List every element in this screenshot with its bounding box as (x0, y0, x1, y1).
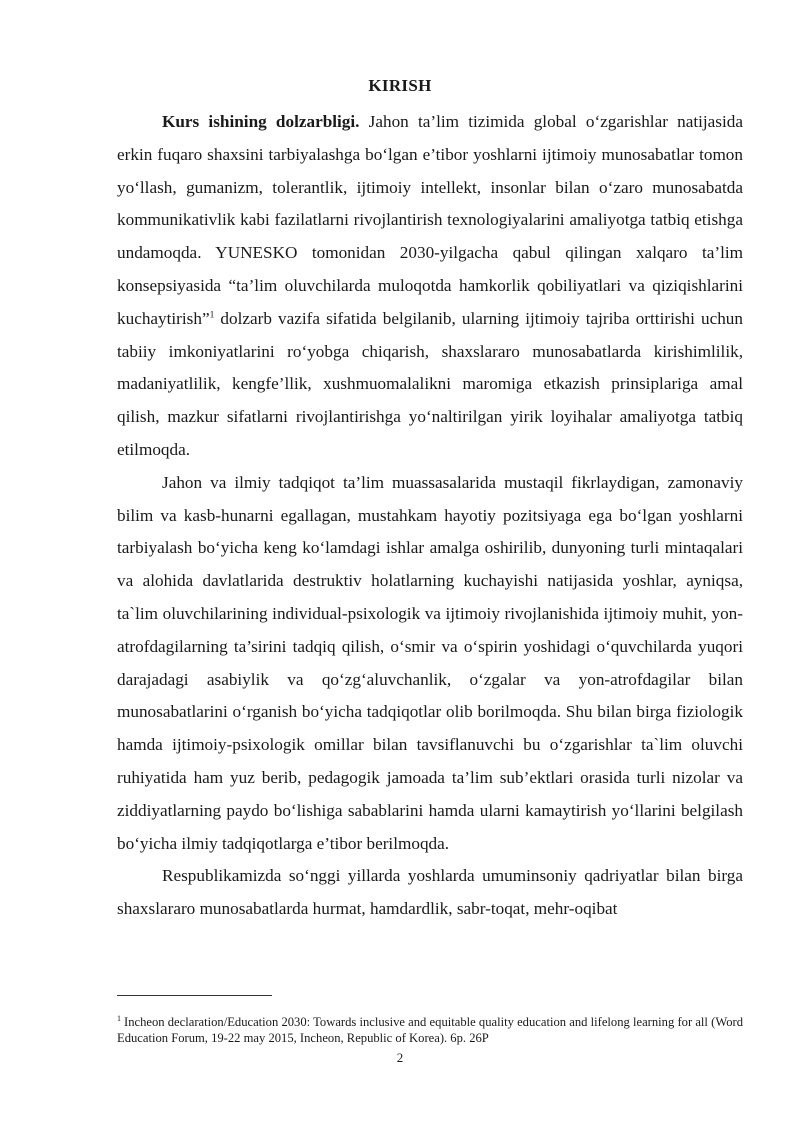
footnote-reference[interactable]: 1 (209, 310, 215, 321)
paragraph-text: dolzarb vazifa sifatida belgilanib, ularning ijtimoiy tajriba orttirishi uchun tabiiy imkoniyatlarini ro‘yobga chiqarish, shaxslararo munosabatlarda kirishimlilik, madaniyatlilik, kengfe’llik, xushmuomalalikni maromiga etkazish prinsiplariga amal qilish, mazkur sifatlarni rivojlantirishga yo‘naltirilgan yirik loyihalar amaliyotga tatbiq etilmoqda. (117, 308, 743, 459)
footnote-separator (117, 995, 272, 996)
footnote (117, 1015, 743, 1046)
body-text (117, 106, 743, 926)
section-heading: KIRISH (368, 76, 432, 95)
footnote-number: 1 (117, 1013, 121, 1023)
page-number: 2 (396, 1050, 404, 1065)
paragraph-relevance (117, 106, 743, 467)
paragraph-lead: Kurs ishining dolzarbligi. (162, 112, 360, 131)
paragraph-research: Jahon va ilmiy tadqiqot ta’lim muassasalarida mustaqil fikrlaydigan, zamonaviy bilim va kasb-hunarni egallagan, mustahkam hayotiy pozitsiyaga ega bo‘lgan yoshlarni tarbiyalash bo‘yicha keng ko‘lamdagi ishlar amalga oshirilib, dunyoning turli mintaqalari va alohida davlatlarida destruktiv holatlarning kuchayishi natijasida yoshlar, ayniqsa, ta`lim oluvchilarining individual-psixologik va ijtimoiy rivojlanishida ijtimoiy muhit, yon-atrofdagilarning ta’sirini tadqiq qilish, o‘smir va o‘spirin yoshidagi o‘quvchilarda yuqori darajadagi asabiylik va qo‘zg‘aluvchanlik, o‘zgalar va yon-atrofdagilar bilan munosabatlarini o‘rganish bo‘yicha tadqiqotlar olib borilmoqda. Shu bilan birga fiziologik hamda ijtimoiy-psixologik omillar bilan tavsiflanuvchi bu o‘zgarishlar ta`lim oluvchi ruhiyatida ham yuz berib, pedagogik jamoada ta’lim sub’ektlari orasida turli nizolar va ziddiyatlarning paydo bo‘lishiga sabablarini hamda ularni kamaytirish yo‘llarini belgilash bo‘yicha ilmiy tadqiqotlarga e’tibor berilmoqda. (117, 472, 743, 853)
paragraph-republic: Respublikamizda so‘nggi yillarda yoshlarda umuminsoniy qadriyatlar bilan birga shaxslararo munosabatlarda hurmat, hamdardlik, sabr-toqat, mehr-oqibat (117, 866, 743, 919)
footnote-text: Incheon declaration/Education 2030: Towards inclusive and equitable quality education and lifelong learning for all (Word Education Forum, 19-22 may 2015, Incheon, Republic of Korea). 6p. 26P (117, 1015, 743, 1045)
paragraph-text: Jahon ta’lim tizimida global o‘zgarishlar natijasida erkin fuqaro shaxsini tarbiyalashga bo‘lgan e’tibor yoshlarni ijtimoiy munosabatlar tomon yo‘llash, gumanizm, tolerantlik, ijtimoiy intellekt, insonlar bilan o‘zaro munosabatda kommunikativlik kabi fazilatlarni rivojlantirish texnologiyalarini amaliyotga tatbiq etishga undamoqda. YUNESKO tomonidan 2030-yilgacha qabul qilingan xalqaro ta’lim konsepsiyasida “ta’lim oluvchilarda muloqotda hamkorlik qobiliyatlari va qiziqishlarini kuchaytirish” (117, 112, 743, 328)
